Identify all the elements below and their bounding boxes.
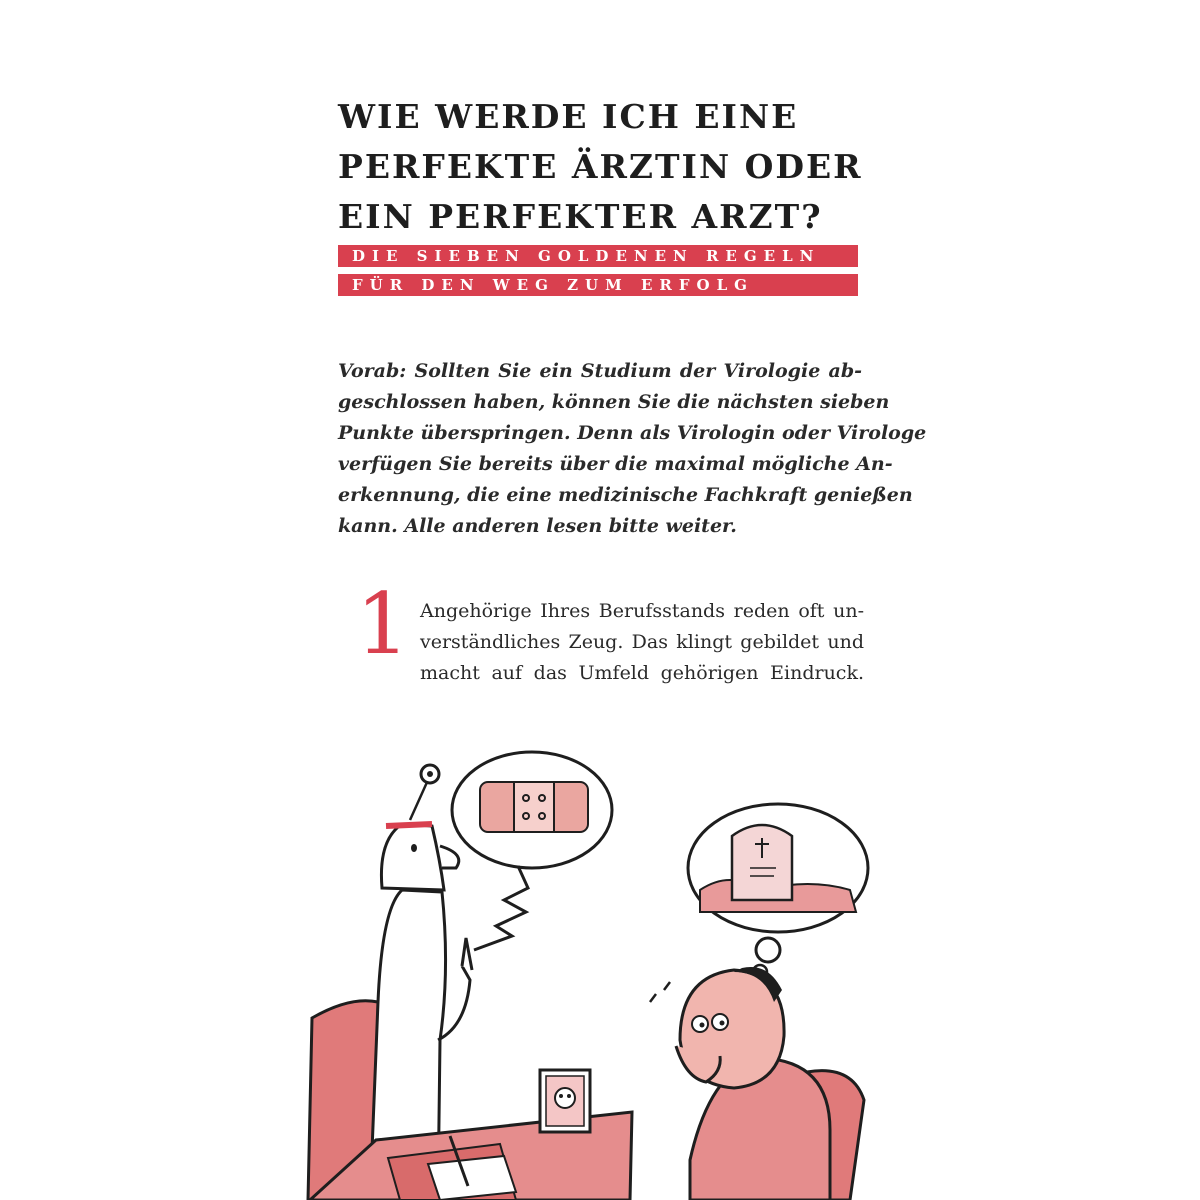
title-line: PERFEKTE ÄRZTIN ODER: [338, 147, 863, 186]
subtitle-band: DIE SIEBEN GOLDENEN REGELN: [338, 245, 858, 267]
intro-line: Punkte überspringen. Denn als Virologin oder Virologe: [338, 422, 927, 444]
intro-line: Vorab: Sollten Sie ein Studium der Virologie ab-: [338, 360, 862, 382]
intro-line: erkennung, die eine medizinische Fachkraft genießen: [338, 484, 913, 506]
title-line: WIE WERDE ICH EINE: [338, 97, 799, 136]
intro-line: verfügen Sie bereits über die maximal mögliche An-: [338, 453, 893, 475]
title-line: EIN PERFEKTER ARZT?: [338, 197, 823, 236]
rule-line: macht auf das Umfeld gehörigen Eindruck.: [420, 662, 864, 684]
cartoon-illustration: [290, 740, 910, 1200]
rule-number: 1: [356, 575, 410, 673]
intro-paragraph: [338, 356, 927, 542]
thought-bubble: [688, 804, 868, 990]
patient-figure: [650, 967, 830, 1200]
rule-paragraph: [420, 596, 864, 689]
chapter-title: [338, 92, 878, 242]
rule-line: Angehörige Ihres Berufsstands reden oft un-: [420, 600, 864, 622]
rule-line: verständliches Zeug. Das klingt gebildet und: [420, 631, 864, 653]
gravestone-icon: [732, 825, 792, 900]
speech-bubble: [452, 752, 612, 950]
skull-icon: [555, 1088, 575, 1108]
intro-line: geschlossen haben, können Sie die nächsten sieben: [338, 391, 890, 413]
subtitle-band: FÜR DEN WEG ZUM ERFOLG: [338, 274, 858, 296]
intro-line: kann. Alle anderen lesen bitte weiter.: [338, 515, 737, 537]
